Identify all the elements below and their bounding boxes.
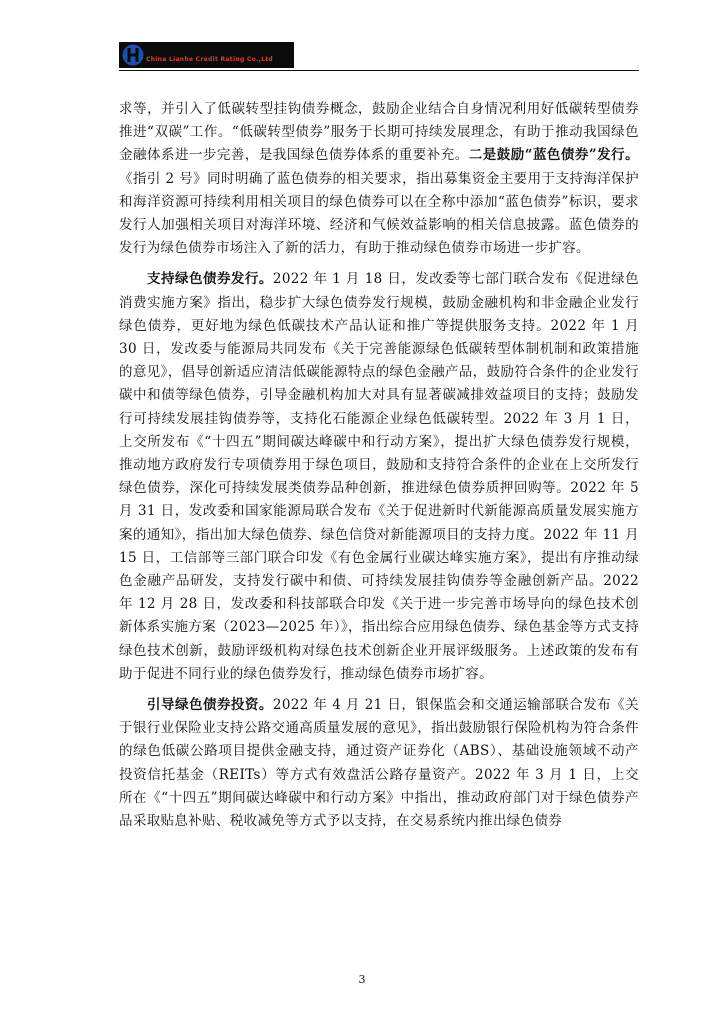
page-number: 3 [358, 973, 366, 986]
company-logo-icon [121, 43, 145, 67]
company-name: China Lianhe Credit Rating Co.,Ltd [146, 56, 274, 63]
bold-lead-text: 二是鼓励“蓝色债券”发行。 [468, 147, 639, 164]
bold-lead-text: 引导绿色债券投资。 [147, 697, 273, 714]
paragraph-green-transition-bonds [119, 98, 639, 260]
paragraph-support-issuance [119, 268, 639, 686]
body-text: 2022 年 1 月 18 日，发改委等七部门联合发布《促进绿色消费实施方案》指出，稳步扩大绿色债券发行规模，鼓励金融机构和非金融企业发行绿色债券，更好地为绿色低碳技术产品认证和推广等提供服务支持。2022 年 1 月 30 日，发改委与能源局共同发布《关于完善能源绿色低碳转型体制机制和政策措施的意见》，倡导创新适应清洁低碳能源特点的绿色金融产品，鼓励符合条件的企业发行碳中和债等绿色债券，引导金融机构加大对具有显著碳减排效益项目的支持；鼓励发行可持续发展挂钩债券等，支持化石能源企业绿色低碳转型。2022 年 3 月 1 日，上交所发布《“十四五”期间碳达峰碳中和行动方案》，提出扩大绿色债券发行规模，推动地方政府发行专项债券用于绿色项目，鼓励和支持符合条件的企业在上交所发行绿色债券，深化可持续发展类债券品种创新，推进绿色债券质押回购等。2022 年 5 月 31 日，发改委和国家能源局联合发布《关于促进新时代新能源高质量发展实施方案的通知》，指出加大绿色债券、绿色信贷对新能源项目的支持力度。2022 年 11 月 15 日，工信部等三部门联合印发《有色金属行业碳达峰实施方案》，提出有序推动绿色金融产品研发，支持发行碳中和债、可持续发展挂钩债券等金融创新产品。2022 年 12 月 28 日，发改委和科技部联合印发《关于进一步完善市场导向的绿色技术创新体系实施方案（2023—2025 年）》，指出综合应用绿色债券、绿色基金等方式支持绿色技术创新，鼓励评级机构对绿色技术创新企业开展评级服务。上述政策的发布有助于促进不同行业的绿色债券发行，推动绿色债券市场扩容。 [119, 271, 640, 682]
body-text: 2022 年 4 月 21 日，银保监会和交通运输部联合发布《关于银行业保险业支持公路交通高质量发展的意见》，指出鼓励银行保险机构为符合条件的绿色低碳公路项目提供金融支持，通过资产证券化（ABS）、基础设施领域不动产投资信托基金（REITs）等方式有效盘活公路存量资产。2022 年 3 月 1 日，上交所在《“十四五”期间碳达峰碳中和行动方案》中指出，推动政府部门对于绿色债券产品采取贴息补贴、税收减免等方式予以支持，在交易系统内推出绿色债券 [119, 697, 640, 830]
body-text: 求等，并引入了低碳转型挂钩债券概念，鼓励企业结合自身情况利用好低碳转型债券推进“双碳”工作。“低碳转型债券”服务于长期可持续发展理念，有助于推动我国绿色金融体系进一步完善，是我国绿色债券体系的重要补充。 [119, 101, 639, 164]
bold-lead-text: 支持绿色债券发行。 [147, 271, 273, 288]
header-divider [119, 70, 639, 71]
paragraph-guide-investment [119, 694, 639, 833]
header-logo-band [119, 42, 294, 68]
document-body [119, 98, 639, 833]
body-text: 《指引 2 号》同时明确了蓝色债券的相关要求，指出募集资金主要用于支持海洋保护和海洋资源可持续利用相关项目的绿色债券可以在全称中添加“蓝色债券”标识，要求发行人加强相关项目对海洋环境、经济和气候效益影响的相关信息披露。蓝色债券的发行为绿色债券市场注入了新的活力，有助于推动绿色债券市场进一步扩容。 [119, 170, 639, 257]
